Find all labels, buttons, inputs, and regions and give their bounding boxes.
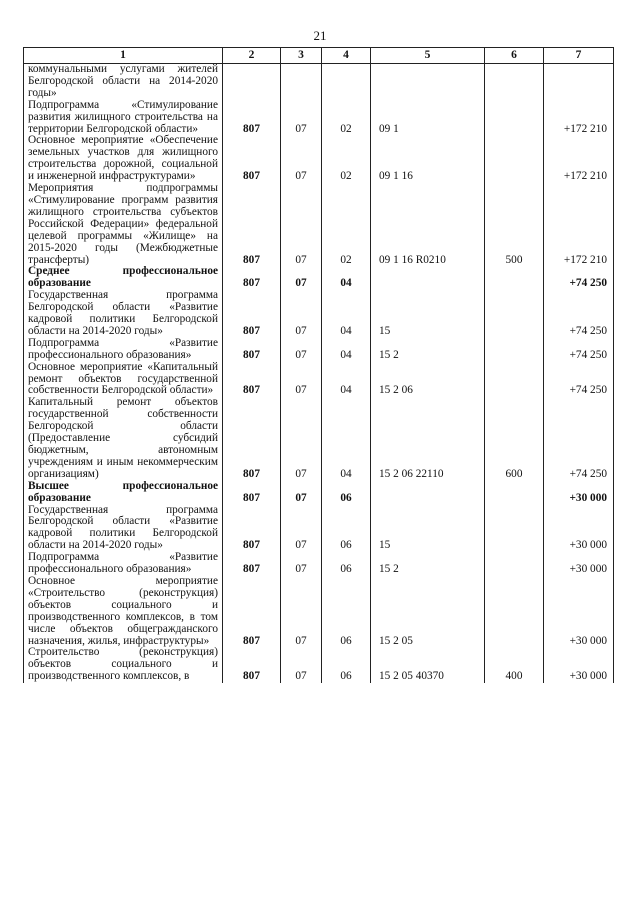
- row-section: 07: [281, 647, 322, 683]
- row-section: 07: [281, 362, 322, 398]
- header-col-5: 5: [371, 48, 485, 64]
- row-name: Государственная программа Белгородской области «Развитие кадровой политики Белгородской области на 2014-2020 годы»: [24, 505, 223, 553]
- row-name: Основное мероприятие «Капитальный ремонт объектов государственной собственности Белгородской области»: [24, 362, 223, 398]
- row-section: 07: [281, 135, 322, 183]
- row-target-article: [371, 481, 485, 505]
- row-section: 07: [281, 576, 322, 647]
- table-row: [24, 481, 614, 505]
- row-name: Государственная программа Белгородской области «Развитие кадровой политики Белгородской области на 2014-2020 годы»: [24, 290, 223, 338]
- row-amount: +74 250: [544, 290, 614, 338]
- row-expense-type: 600: [485, 397, 544, 480]
- row-target-article: 15 2: [371, 338, 485, 362]
- budget-table: [23, 47, 614, 683]
- row-amount: +74 250: [544, 397, 614, 480]
- row-target-article: 15 2 06 22110: [371, 397, 485, 480]
- header-col-2: 2: [223, 48, 281, 64]
- table-row: [24, 647, 614, 683]
- row-expense-type: 500: [485, 183, 544, 266]
- row-amount: +30 000: [544, 505, 614, 553]
- row-amount: +74 250: [544, 338, 614, 362]
- header-col-1: 1: [24, 48, 223, 64]
- table-row: [24, 338, 614, 362]
- row-name: Подпрограмма «Развитие профессионального образования»: [24, 552, 223, 576]
- row-subsection: 06: [322, 647, 371, 683]
- table-row: [24, 135, 614, 183]
- row-name: коммунальными услугами жителей Белгородской области на 2014-2020 годы»: [24, 64, 223, 100]
- row-subsection: 02: [322, 135, 371, 183]
- row-name: Капитальный ремонт объектов государственной собственности Белгородской области (Предоставление субсидий бюджетным, автономным учреждениям и иным некоммерческим организациям): [24, 397, 223, 480]
- row-section: 07: [281, 183, 322, 266]
- row-subsection: 04: [322, 266, 371, 290]
- row-subsection: 02: [322, 100, 371, 136]
- table-row: [24, 576, 614, 647]
- row-expense-type: [485, 505, 544, 553]
- row-section: [281, 64, 322, 100]
- row-section: 07: [281, 290, 322, 338]
- row-target-article: 15 2: [371, 552, 485, 576]
- row-target-article: 15 2 06: [371, 362, 485, 398]
- row-subsection: 06: [322, 481, 371, 505]
- row-target-article: [371, 266, 485, 290]
- row-section: 07: [281, 397, 322, 480]
- header-col-3: 3: [281, 48, 322, 64]
- row-expense-type: [485, 362, 544, 398]
- row-target-article: [371, 64, 485, 100]
- row-amount: +30 000: [544, 552, 614, 576]
- row-subsection: 06: [322, 552, 371, 576]
- row-code: 807: [223, 266, 281, 290]
- table-row: [24, 362, 614, 398]
- row-expense-type: [485, 266, 544, 290]
- row-name: Строительство (реконструкция) объектов социального и производственного комплексов, в: [24, 647, 223, 683]
- row-name: Подпрограмма «Стимулирование развития жилищного строительства на территории Белгородской области»: [24, 100, 223, 136]
- row-name: Среднее профессиональное образование: [24, 266, 223, 290]
- row-section: 07: [281, 552, 322, 576]
- table-body: [24, 64, 614, 684]
- row-subsection: 04: [322, 397, 371, 480]
- row-amount: +30 000: [544, 576, 614, 647]
- row-code: 807: [223, 183, 281, 266]
- row-target-article: 15: [371, 290, 485, 338]
- row-amount: +30 000: [544, 481, 614, 505]
- row-expense-type: [485, 64, 544, 100]
- row-subsection: 06: [322, 505, 371, 553]
- row-code: 807: [223, 647, 281, 683]
- row-amount: +74 250: [544, 266, 614, 290]
- row-expense-type: [485, 290, 544, 338]
- row-target-article: 15 2 05: [371, 576, 485, 647]
- row-section: 07: [281, 266, 322, 290]
- row-amount: +30 000: [544, 647, 614, 683]
- page-number: 21: [313, 28, 327, 43]
- header-col-6: 6: [485, 48, 544, 64]
- row-code: 807: [223, 576, 281, 647]
- row-code: [223, 64, 281, 100]
- row-code: 807: [223, 290, 281, 338]
- row-target-article: 09 1 16: [371, 135, 485, 183]
- row-target-article: 15: [371, 505, 485, 553]
- row-name: Подпрограмма «Развитие профессионального образования»: [24, 338, 223, 362]
- row-expense-type: [485, 135, 544, 183]
- row-subsection: [322, 64, 371, 100]
- row-name: Мероприятия подпрограммы «Стимулирование программ развития жилищного строительства субъектов Российской Федерации» федеральной целевой программы «Жилище» на 2015-2020 годы (Межбюджетные трансферты): [24, 183, 223, 266]
- table-row: [24, 552, 614, 576]
- row-name: Высшее профессиональное образование: [24, 481, 223, 505]
- table-row: [24, 100, 614, 136]
- row-subsection: 04: [322, 338, 371, 362]
- row-subsection: 04: [322, 362, 371, 398]
- table-row: [24, 266, 614, 290]
- row-expense-type: 400: [485, 647, 544, 683]
- table-row: [24, 64, 614, 100]
- row-expense-type: [485, 576, 544, 647]
- table-row: [24, 505, 614, 553]
- row-subsection: 02: [322, 183, 371, 266]
- row-target-article: 15 2 05 40370: [371, 647, 485, 683]
- row-code: 807: [223, 338, 281, 362]
- row-section: 07: [281, 100, 322, 136]
- header-col-4: 4: [322, 48, 371, 64]
- row-amount: [544, 64, 614, 100]
- row-expense-type: [485, 552, 544, 576]
- table-row: [24, 397, 614, 480]
- header-col-7: 7: [544, 48, 614, 64]
- row-name: Основное мероприятие «Строительство (реконструкция) объектов социального и производственного комплексов, в том числе объектов общегражданского назначения, жилья, инфраструктуры»: [24, 576, 223, 647]
- row-expense-type: [485, 338, 544, 362]
- row-amount: +74 250: [544, 362, 614, 398]
- table-header-row: [24, 48, 614, 64]
- table-row: [24, 183, 614, 266]
- row-code: 807: [223, 100, 281, 136]
- row-code: 807: [223, 505, 281, 553]
- row-code: 807: [223, 481, 281, 505]
- row-code: 807: [223, 135, 281, 183]
- row-section: 07: [281, 338, 322, 362]
- row-section: 07: [281, 505, 322, 553]
- row-section: 07: [281, 481, 322, 505]
- row-target-article: 09 1: [371, 100, 485, 136]
- row-amount: +172 210: [544, 135, 614, 183]
- row-name: Основное мероприятие «Обеспечение земельных участков для жилищного строительства дорожной, социальной и инженерной инфраструктурами»: [24, 135, 223, 183]
- table-row: [24, 290, 614, 338]
- row-amount: +172 210: [544, 100, 614, 136]
- row-code: 807: [223, 552, 281, 576]
- row-expense-type: [485, 100, 544, 136]
- row-subsection: 06: [322, 576, 371, 647]
- row-target-article: 09 1 16 R0210: [371, 183, 485, 266]
- row-code: 807: [223, 397, 281, 480]
- row-subsection: 04: [322, 290, 371, 338]
- row-code: 807: [223, 362, 281, 398]
- row-amount: +172 210: [544, 183, 614, 266]
- row-expense-type: [485, 481, 544, 505]
